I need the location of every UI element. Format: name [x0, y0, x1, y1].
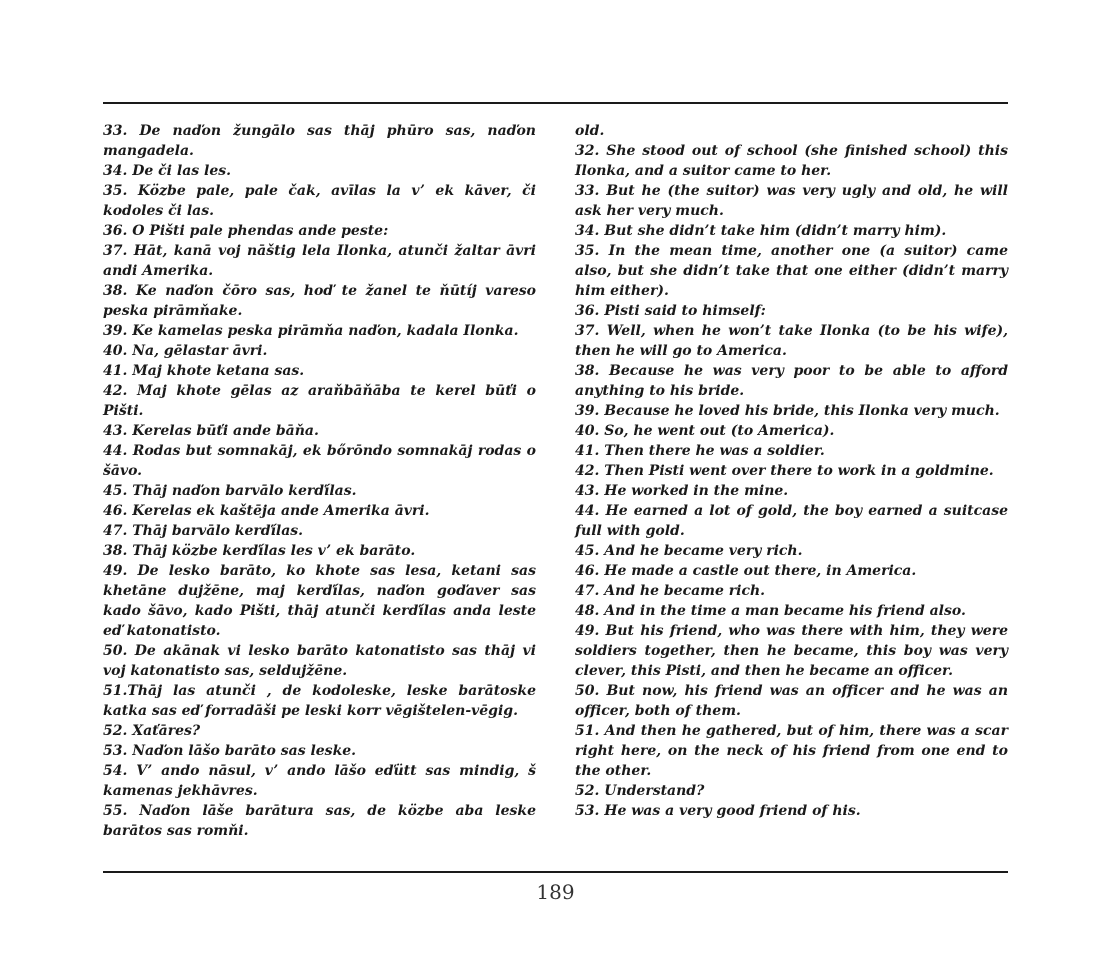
paragraph: 33. De naďon žungālo sas thāj phūro sas, naďon mangadela. — [103, 123, 536, 159]
paragraph: 53. He was a very good friend of his. — [575, 803, 861, 819]
paragraph: 51.Thāj las atunči , de kodoleske, leske barātoske katka sas eď forradāši pe leski korr vēgištelen-vēgig. — [103, 683, 536, 719]
paragraph: 51. And then he gathered, but of him, there was a scar right here, on the neck of his friend from one end to the other. — [575, 723, 1008, 779]
paragraph: 39. Ke kamelas peska pirāmňa naďon, kadala Ilonka. — [103, 323, 519, 339]
paragraph: 34. De či las les. — [103, 163, 231, 179]
paragraph: 44. Rodas but somnakāj, ek bőrōndo somnakāj rodas o šāvo. — [103, 443, 536, 479]
paragraph: 38. Thāj közbe kerďílas les v’ ek barāto. — [103, 543, 416, 559]
right-column-english-text — [575, 121, 1008, 821]
paragraph: 42. Maj khote gēlas az araňbāňāba te kerel būťi o Pišti. — [103, 383, 536, 419]
paragraph: 54. V’ ando nāsul, v’ ando lāšo eďütt sas mindig, š kamenas jekhāvres. — [103, 763, 536, 799]
paragraph: old. — [575, 123, 605, 139]
paragraph: 48. And in the time a man became his friend also. — [575, 603, 966, 619]
top-rule — [103, 102, 1008, 104]
paragraph: 52. Understand? — [575, 783, 705, 799]
paragraph: 38. Because he was very poor to be able to afford anything to his bride. — [575, 363, 1008, 399]
paragraph: 33. But he (the suitor) was very ugly and old, he will ask her very much. — [575, 183, 1008, 219]
paragraph: 43. Kerelas būťi ande bāňa. — [103, 423, 319, 439]
paragraph: 40. Na, gēlastar āvri. — [103, 343, 268, 359]
paragraph: 47. Thāj barvālo kerďílas. — [103, 523, 304, 539]
paragraph: 53. Naďon lāšo barāto sas leske. — [103, 743, 357, 759]
paragraph: 50. But now, his friend was an officer and he was an officer, both of them. — [575, 683, 1008, 719]
paragraph: 37. Well, when he won’t take Ilonka (to be his wife), then he will go to America. — [575, 323, 1008, 359]
paragraph: 50. De akānak vi lesko barāto katonatisto sas thāj vi voj katonatisto sas, seldujžēne. — [103, 643, 536, 679]
paragraph: 38. Ke naďon čōro sas, hoď te žanel te ňūtíj vareso peska pirāmňake. — [103, 283, 536, 319]
paragraph: 37. Hāt, kanā voj nāštig lela Ilonka, atunči žaltar āvri andi Amerika. — [103, 243, 536, 279]
paragraph: 39. Because he loved his bride, this Ilonka very much. — [575, 403, 1000, 419]
paragraph: 52. Xaťāres? — [103, 723, 201, 739]
paragraph: 32. She stood out of school (she finished school) this Ilonka, and a suitor came to her. — [575, 143, 1008, 179]
page-number: 189 — [536, 880, 575, 904]
paragraph: 36. Pisti said to himself: — [575, 303, 766, 319]
bottom-rule — [103, 871, 1008, 873]
paragraph: 47. And he became rich. — [575, 583, 766, 599]
paragraph: 43. He worked in the mine. — [575, 483, 789, 499]
paragraph: 42. Then Pisti went over there to work in a goldmine. — [575, 463, 994, 479]
paragraph: 34. But she didn’t take him (didn’t marry him). — [575, 223, 947, 239]
paragraph: 41. Maj khote ketana sas. — [103, 363, 305, 379]
paragraph: 45. And he became very rich. — [575, 543, 803, 559]
paragraph: 46. He made a castle out there, in America. — [575, 563, 917, 579]
paragraph: 55. Naďon lāše barātura sas, de közbe aba leske barātos sas romňi. — [103, 803, 536, 839]
paragraph: 36. O Pišti pale phendas ande peste: — [103, 223, 389, 239]
paragraph: 35. In the mean time, another one (a suitor) came also, but she didn’t take that one either (didn’t marry him either). — [575, 243, 1008, 299]
left-column-romani-text — [103, 121, 536, 841]
paragraph: 44. He earned a lot of gold, the boy earned a suitcase full with gold. — [575, 503, 1008, 539]
paragraph: 40. So, he went out (to America). — [575, 423, 835, 439]
paragraph: 46. Kerelas ek kaštēja ande Amerika āvri. — [103, 503, 430, 519]
paragraph: 41. Then there he was a soldier. — [575, 443, 825, 459]
paragraph: 35. Közbe pale, pale čak, avīlas la v’ ek kāver, či kodoles či las. — [103, 183, 536, 219]
paragraph: 49. De lesko barāto, ko khote sas lesa, ketani sas khetāne dujžēne, maj kerďílas, naďon goďaver sas kado šāvo, kado Pišti, thāj atunči kerďílas anda leste eď katonatisto. — [103, 563, 536, 639]
paragraph: 49. But his friend, who was there with him, they were soldiers together, then he became, this boy was very clever, this Pisti, and then he became an officer. — [575, 623, 1008, 679]
paragraph: 45. Thāj naďon barvālo kerďílas. — [103, 483, 357, 499]
